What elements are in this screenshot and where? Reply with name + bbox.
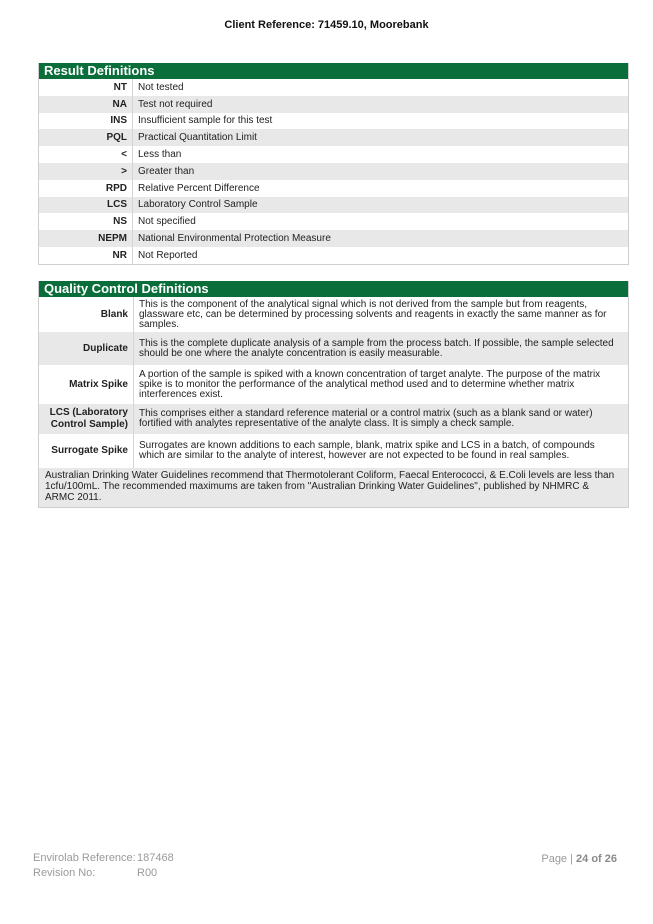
table-row <box>39 404 628 434</box>
result-code: INS <box>39 113 133 130</box>
result-description: Not tested <box>138 81 184 93</box>
table-row <box>39 146 628 163</box>
page-number <box>541 853 617 865</box>
result-description: Test not required <box>133 96 629 113</box>
table-row <box>39 129 628 146</box>
table-row <box>39 96 628 113</box>
table-row <box>39 297 628 332</box>
page-label: Page | <box>541 853 573 865</box>
table-row <box>39 79 628 96</box>
result-description: Not Reported <box>138 249 198 261</box>
qc-definitions-title: Quality Control Definitions <box>39 281 628 297</box>
table-row <box>39 434 628 468</box>
result-code: > <box>39 163 133 180</box>
table-row <box>39 365 628 404</box>
result-code: < <box>39 146 133 163</box>
table-row <box>39 180 628 197</box>
table-row <box>39 197 628 214</box>
qc-term: Blank <box>39 297 134 332</box>
result-description: Laboratory Control Sample <box>133 197 629 214</box>
result-description: Not specified <box>138 216 196 228</box>
result-code: PQL <box>39 129 133 146</box>
qc-description: This comprises either a standard reference material or a control matrix (such as a blank sand or water) fortified with analytes representative of the analyte class. It is simply a check sample. <box>134 404 629 434</box>
result-definitions-section <box>38 63 629 265</box>
envirolab-reference-label: Envirolab Reference: <box>33 852 136 864</box>
qc-description: This is the complete duplicate analysis of a sample from the process batch. If possible, the sample selected should be one where the analyte concentration is easily measurable. <box>134 332 629 365</box>
result-code: LCS <box>39 197 133 214</box>
result-definitions-table <box>39 79 628 264</box>
qc-definitions-table <box>39 297 628 507</box>
result-description: Greater than <box>133 163 629 180</box>
qc-term: Surrogate Spike <box>39 434 134 468</box>
result-code: NR <box>39 247 133 264</box>
result-description: Less than <box>138 149 182 161</box>
result-code: NEPM <box>39 230 133 247</box>
qc-description: This is the component of the analytical signal which is not derived from the sample but from reagents, glassware etc, can be determined by processing solvents and reagents in exactly the same manner as for samples. <box>139 298 607 330</box>
revision-value: R00 <box>137 867 158 879</box>
qc-note: Australian Drinking Water Guidelines recommend that Thermotolerant Coliform, Faecal Enterococci, & E.Coli levels are less than 1cfu/100mL. The recommended maximums are taken from "Australian Drinking Water Guidelines", published by NHMRC & ARMC 2011. <box>39 468 628 507</box>
table-row <box>39 332 628 365</box>
qc-note-row <box>39 468 628 507</box>
result-description: Relative Percent Difference <box>138 182 260 194</box>
result-code: NA <box>39 96 133 113</box>
table-row <box>39 247 628 264</box>
qc-definitions-section <box>38 281 629 508</box>
client-reference: Client Reference: 71459.10, Moorebank <box>224 19 429 31</box>
table-row <box>39 163 628 180</box>
result-description: Practical Quantitation Limit <box>133 129 629 146</box>
result-code: RPD <box>39 180 133 197</box>
result-description: National Environmental Protection Measure <box>133 230 629 247</box>
result-definitions-title: Result Definitions <box>39 63 628 79</box>
page-value: 24 of 26 <box>576 853 617 865</box>
qc-term: LCS (Laboratory Control Sample) <box>39 404 134 434</box>
envirolab-reference-value: 187468 <box>137 852 174 864</box>
result-description: Insufficient sample for this test <box>138 115 273 127</box>
revision-label: Revision No: <box>33 867 96 879</box>
table-row <box>39 113 628 130</box>
table-row <box>39 213 628 230</box>
qc-description: A portion of the sample is spiked with a known concentration of target analyte. The purpose of the matrix spike is to monitor the performance of the analytical method used and to determine whether matrix interferences exist. <box>139 368 601 400</box>
result-code: NT <box>39 79 133 96</box>
table-row <box>39 230 628 247</box>
qc-term: Matrix Spike <box>39 365 134 404</box>
qc-term: Duplicate <box>39 332 134 365</box>
qc-description: Surrogates are known additions to each sample, blank, matrix spike and LCS in a batch, of compounds which are similar to the analyte of interest, however are not expected to be found in real samples. <box>139 440 595 461</box>
result-code: NS <box>39 213 133 230</box>
